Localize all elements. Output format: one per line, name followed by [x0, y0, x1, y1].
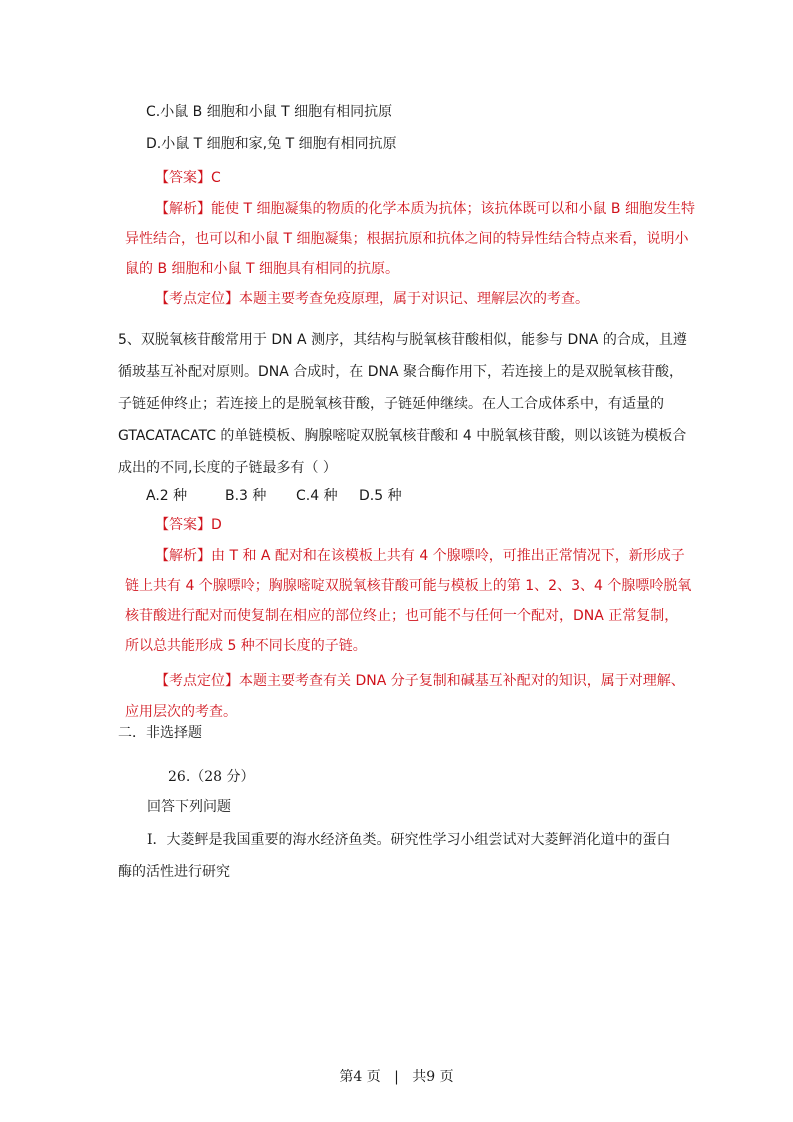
- option-c: C.小鼠 B 细胞和小鼠 T 细胞有相同抗原: [146, 104, 393, 120]
- question-stem-line: 5、双脱氧核苷酸常用于 DN A 测序，其结构与脱氧核苷酸相似，能参与 DNA 的合成，且遵: [118, 332, 687, 348]
- question-number: 26.（28 分）: [168, 769, 255, 785]
- analysis-line: 所以总共能形成 5 种不同长度的子链。: [125, 638, 367, 654]
- option-b: B.3 种: [225, 488, 267, 504]
- option-d: D.5 种: [359, 488, 402, 504]
- page-footer: [0, 1067, 793, 1087]
- page-total: 共9 页: [412, 1069, 454, 1085]
- section-title: 二．非选择题: [118, 725, 202, 741]
- answer-label: 【答案】C: [155, 170, 221, 186]
- analysis-line: 核苷酸进行配对而使复制在相应的部位终止；也可能不与任何一个配对，DNA 正常复制，: [125, 608, 679, 624]
- option-d: D.小鼠 T 细胞和家,兔 T 细胞有相同抗原: [146, 136, 397, 152]
- instruction-text: 回答下列问题: [147, 799, 231, 815]
- analysis-line: 链上共有 4 个腺嘌呤；胸腺嘧啶双脱氧核苷酸可能与模板上的第 1、2、3、4 个腺嘌呤脱氧: [125, 578, 692, 594]
- kaodian-line: 【考点定位】本题主要考查免疫原理，属于对识记、理解层次的考查。: [155, 291, 589, 307]
- option-c: C.4 种: [296, 488, 338, 504]
- footer-separator: |: [394, 1069, 399, 1085]
- page-number: 第4 页: [339, 1069, 381, 1085]
- kaodian-line: 应用层次的考查。: [125, 704, 237, 720]
- question-stem-line: 子链延伸终止；若连接上的是脱氧核苷酸，子链延伸继续。在人工合成体系中，有适量的: [118, 396, 664, 412]
- options-row: [146, 486, 402, 506]
- analysis-line: 【解析】能使 T 细胞凝集的物质的化学本质为抗体；该抗体既可以和小鼠 B 细胞发生特: [155, 201, 695, 217]
- paragraph-line: 酶的活性进行研究: [118, 864, 230, 880]
- analysis-line: 【解析】由 T 和 A 配对和在该模板上共有 4 个腺嘌呤，可推出正常情况下，新形成子: [155, 548, 685, 564]
- question-stem-line: GTACATACATC 的单链模板、胸腺嘧啶双脱氧核苷酸和 4 中脱氧核苷酸，则以该链为模板合: [118, 428, 687, 444]
- kaodian-line: 【考点定位】本题主要考查有关 DNA 分子复制和碱基互补配对的知识，属于对理解、: [155, 673, 685, 689]
- question-stem-line: 循玻基互补配对原则。DNA 合成时，在 DNA 聚合酶作用下，若连接上的是双脱氧核苷酸，: [118, 364, 684, 380]
- analysis-line: 异性结合，也可以和小鼠 T 细胞凝集；根据抗原和抗体之间的特异性结合特点来看，说明小: [125, 231, 689, 247]
- paragraph-line: Ⅰ．大菱鲆是我国重要的海水经济鱼类。研究性学习小组尝试对大菱鲆消化道中的蛋白: [147, 832, 671, 848]
- answer-label: 【答案】D: [155, 517, 222, 533]
- analysis-line: 鼠的 B 细胞和小鼠 T 细胞具有相同的抗原。: [125, 261, 399, 277]
- question-stem-line: 成出的不同,长度的子链最多有（ ）: [118, 460, 337, 476]
- option-a: A.2 种: [146, 488, 188, 504]
